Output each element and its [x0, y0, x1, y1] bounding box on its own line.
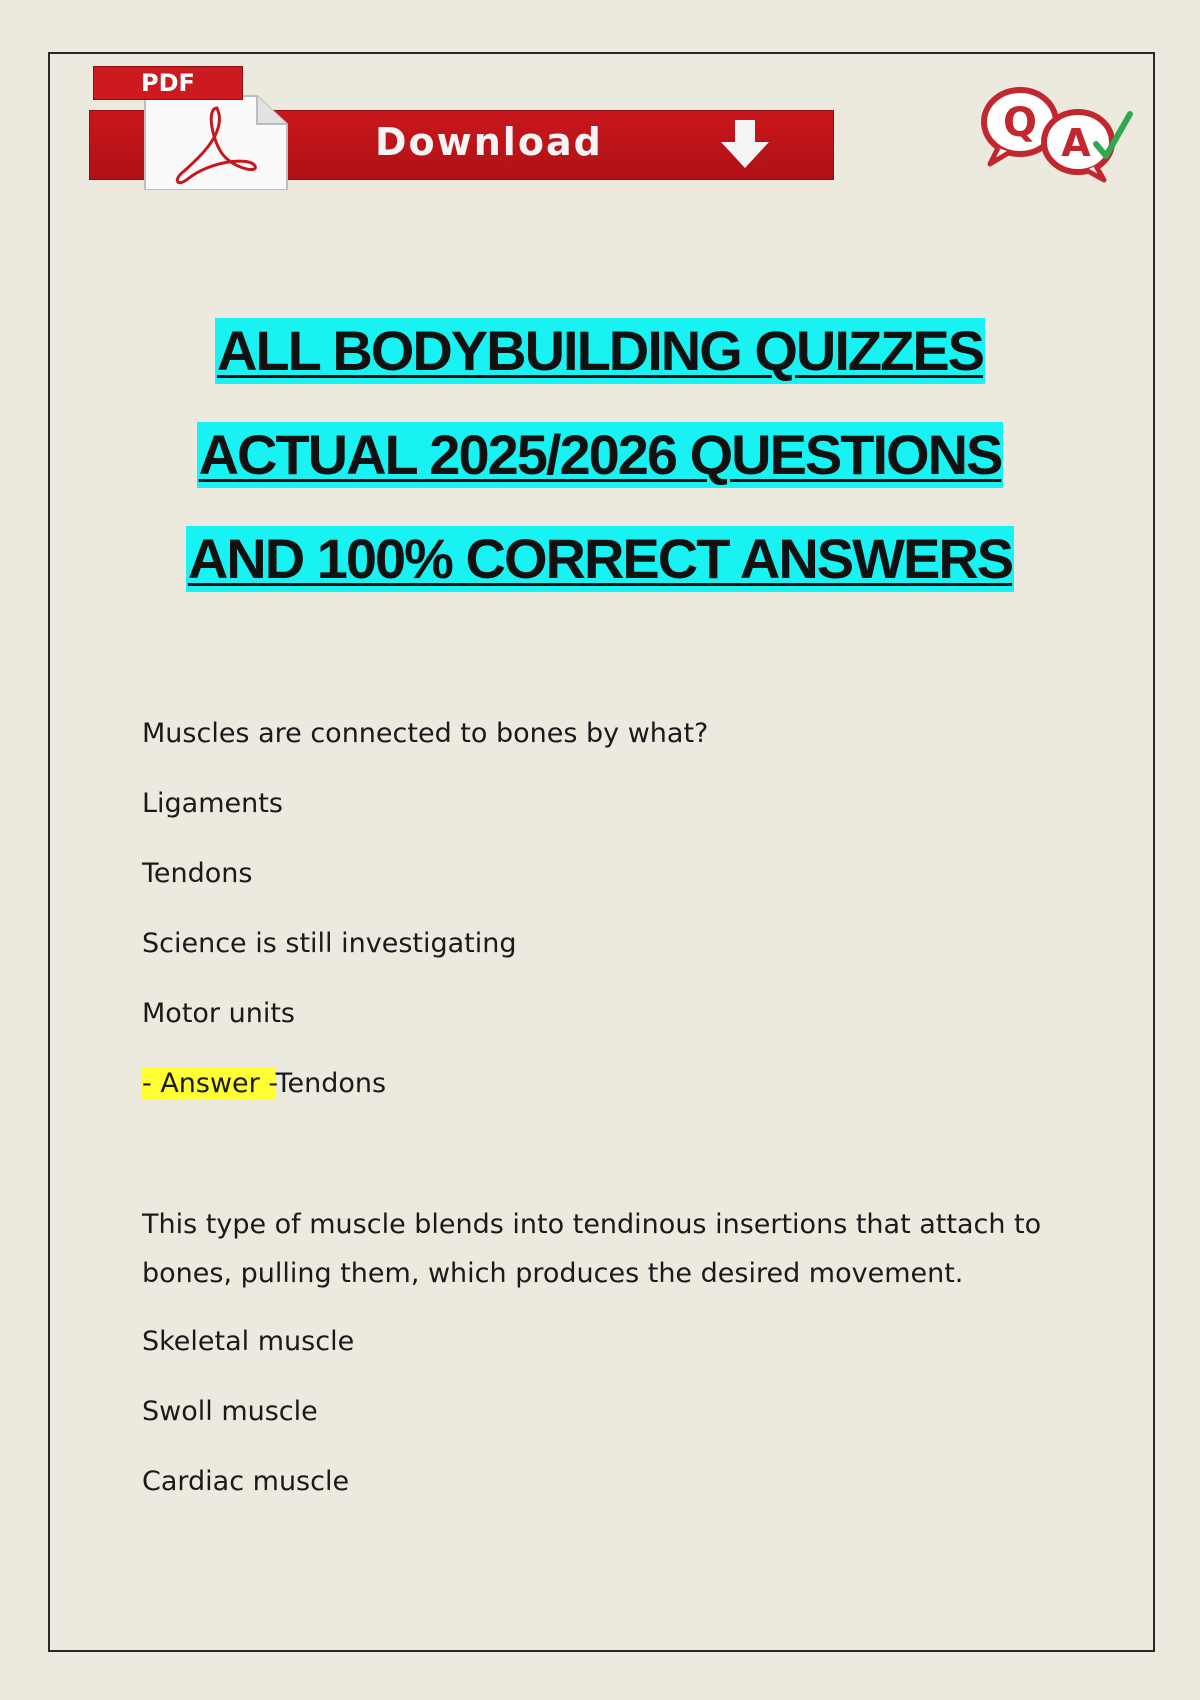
- answer-option: Skeletal muscle: [142, 1326, 355, 1357]
- title-line-1: ALL BODYBUILDING QUIZZES: [216, 319, 984, 382]
- answer-prefix-highlight: - Answer -: [142, 1068, 276, 1099]
- question-text: Muscles are connected to bones by what?: [142, 718, 709, 749]
- answer-option: Ligaments: [142, 788, 283, 819]
- answer-option: Tendons: [142, 858, 253, 889]
- svg-text:A: A: [1061, 121, 1091, 165]
- qa-logo-icon: [980, 80, 1140, 190]
- question-text: This type of muscle blends into tendinous insertions that attach to bones, pulling them, which produces the desired movement.: [142, 1209, 1042, 1289]
- question-block: [142, 712, 1042, 1132]
- download-arrow-icon[interactable]: [717, 118, 773, 170]
- question-block: [142, 1200, 1042, 1530]
- download-label[interactable]: Download: [375, 120, 603, 164]
- answer-option: Swoll muscle: [142, 1396, 318, 1427]
- quiz-content: [142, 712, 1042, 1530]
- pdf-label: PDF: [93, 66, 243, 100]
- answer-option: Science is still investigating: [142, 928, 517, 959]
- answer-option: Cardiac muscle: [142, 1466, 350, 1497]
- svg-text:Q: Q: [1002, 100, 1038, 146]
- document-title: [0, 318, 1200, 630]
- answer-option: Motor units: [142, 998, 295, 1029]
- title-line-3: AND 100% CORRECT ANSWERS: [187, 527, 1013, 590]
- correct-answer: [142, 1062, 1042, 1132]
- title-line-2: ACTUAL 2025/2026 QUESTIONS: [198, 423, 1002, 486]
- pdf-download-banner[interactable]: [87, 62, 837, 190]
- answer-value: Tendons: [275, 1068, 387, 1099]
